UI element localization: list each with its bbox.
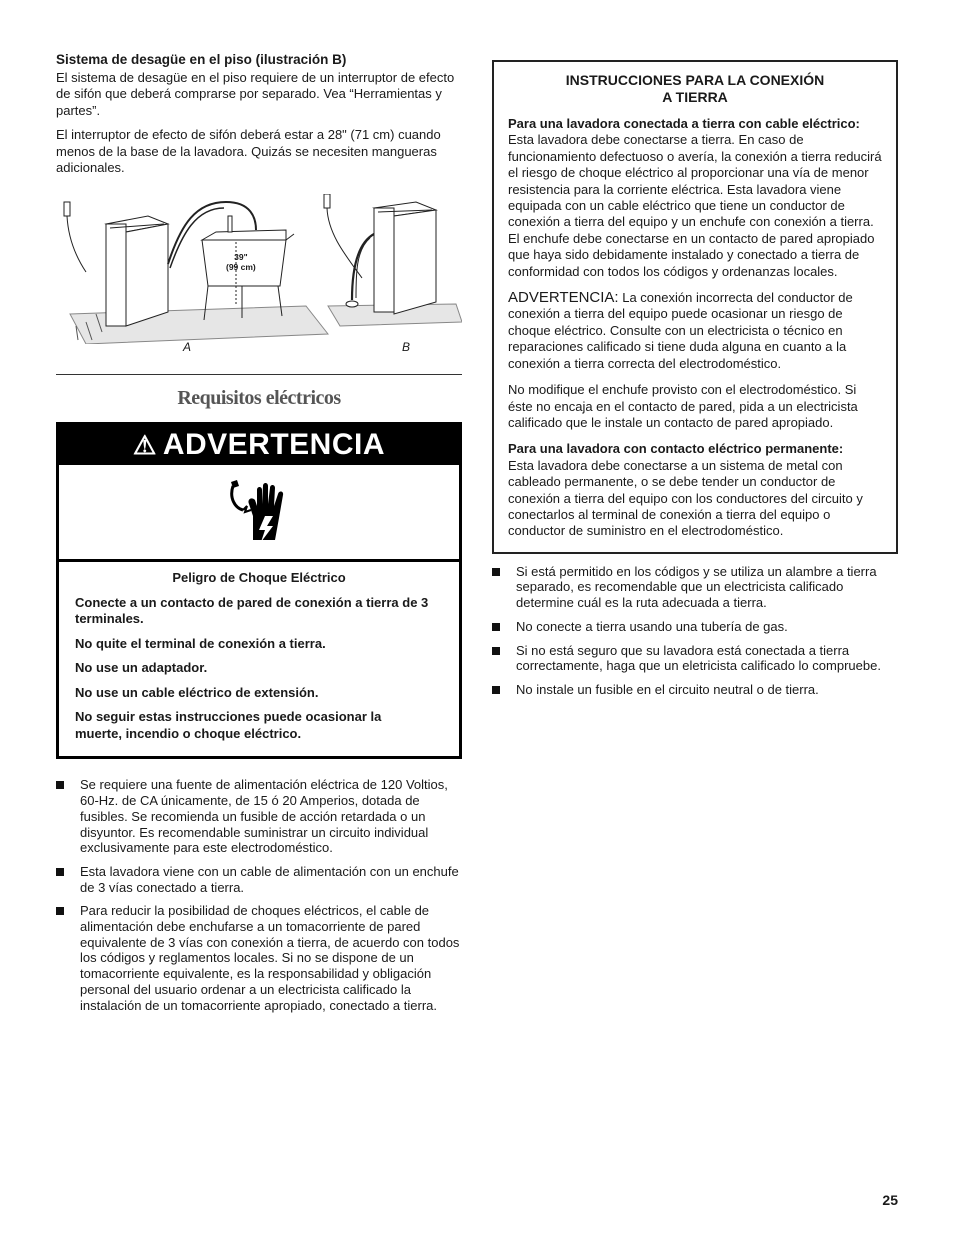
list-item — [56, 777, 462, 856]
bullet-square-icon — [492, 623, 500, 631]
illustration-a — [64, 202, 328, 344]
drain-paragraph-2: El interruptor de efecto de sifón deberá estar a 28" (71 cm) cuando menos de la base de la lavadora. Quizás se necesiten mangueras adicionales. — [56, 127, 441, 176]
washer-drain-diagram — [56, 194, 462, 344]
section-divider — [56, 374, 462, 375]
bullet-square-icon — [492, 686, 500, 694]
list-item-text: Esta lavadora viene con un cable de alimentación con un enchufe de 3 vías conectado a tierra. — [80, 863, 459, 895]
grounding-title-line1: INSTRUCCIONES PARA LA CONEXIÓN — [565, 72, 825, 88]
grounding-title-line2: A TIERRA — [662, 89, 728, 105]
warning-line: Conecte a un contacto de pared de conexión a tierra de 3 terminales. — [75, 594, 429, 627]
permanent-text: Esta lavadora debe conectarse a un sistema de metal con cableado permanente, o se debe tender un conductor de conexión a tierra del equipo con los conductores del circuito y conectarlos al terminal de conexión a tierra del equipo o conductor de suministro en el electrodoméstico. — [508, 457, 863, 539]
list-item — [492, 682, 898, 698]
warning-line: No use un adaptador. — [75, 660, 208, 676]
warning-header-text: ADVERTENCIA — [162, 428, 385, 462]
grounding-advertencia — [508, 290, 882, 372]
list-item — [56, 864, 462, 895]
list-item-text: Se requiere una fuente de alimentación eléctrica de 120 Voltios, 60-Hz. de CA únicamente, de 15 ó 20 Amperios, dotada de fusibles. Se recomienda un fusible de acción retardada o un disyuntor. Es recomendable suministrar un circuito individual exclusivamente para este electrodoméstico. — [80, 777, 448, 856]
list-item-text: Si no está seguro que su lavadora está conectada a tierra correctamente, haga que un eletricista calificado lo compruebe. — [516, 642, 881, 674]
dimension-inches: 39" — [234, 252, 248, 263]
drain-illustration — [56, 194, 462, 364]
permanent-heading: Para una lavadora con contacto eléctrico permanente: — [508, 441, 844, 457]
bullet-square-icon — [492, 568, 500, 576]
bullet-square-icon — [56, 781, 64, 789]
bullet-square-icon — [56, 868, 64, 876]
illustration-b — [324, 194, 462, 326]
warning-text — [59, 562, 459, 756]
dimension-label — [226, 252, 256, 272]
warning-box — [56, 422, 462, 759]
warning-title: Peligro de Choque Eléctrico — [172, 570, 346, 586]
figure-label-a: A — [183, 340, 192, 355]
warning-line: No seguir estas instrucciones puede ocasionar la muerte, incendio o choque eléctrico. — [75, 709, 382, 741]
grounding-title — [508, 72, 882, 106]
list-item — [492, 564, 898, 611]
page-number: 25 — [882, 1192, 898, 1208]
drain-paragraph-1: El sistema de desagüe en el piso requiere de un interruptor de efecto de sifón que deberá comprarse por separado. Vea “Herramientas y partes”. — [56, 70, 455, 118]
warning-icon-area — [59, 465, 459, 562]
figure-label-b: B — [402, 340, 411, 355]
warning-header — [59, 425, 459, 465]
modify-plug-text: No modifique el enchufe provisto con el electrodoméstico. Si éste no encaja en el contacto de pared, pida a un electricista calificado que le instale un contacto de pared apropiado. — [508, 382, 858, 430]
list-item-text: Para reducir la posibilidad de choques eléctricos, el cable de alimentación debe enchufarse a un tomacorriente de pared equivalente de 3 vías con conexión a tierra, de acuerdo con todos los códigos y reglamentos locales. Si no se dispone de un tomacorriente equivalente, es la responsabilidad y obligación personal del usuario ordenar a un electricista calificado la instalación de un tomacorriente apropiado, conectado a tierra. — [80, 903, 460, 1013]
advertencia-label: ADVERTENCIA: — [508, 289, 619, 307]
corded-text: Esta lavadora debe conectarse a tierra. En caso de funcionamiento defectuoso o avería, la conexión a tierra reducirá el riesgo de choque eléctrico al proporcionar una vía de menor resistencia para la corriente eléctrica. Esta lavadora viene equipada con un cable eléctrico que tiene un conductor de conexión a tierra del equipo y un enchufe con conexión a tierra. El enchufe debe conectarse en un contacto de pared apropiado que haya sido debidamente instalado y conectado a tierra de conformidad con todos los códigos y ordenanzas locales. — [508, 132, 882, 279]
list-item-text: Si está permitido en los códigos y se utiliza un alambre a tierra separado, es recomendable que un electricista calificado determine cuál es la ruta adecuada a tierra. — [516, 563, 877, 611]
grounding-notes-list — [492, 564, 898, 698]
warning-line: No use un cable eléctrico de extensión. — [75, 684, 319, 700]
list-item — [56, 903, 462, 1013]
corded-heading: Para una lavadora conectada a tierra con cable eléctrico: — [508, 116, 860, 131]
list-item — [492, 643, 898, 674]
drain-heading: Sistema de desagüe en el piso (ilustración B) — [56, 52, 347, 67]
advertencia-text: La conexión incorrecta del conductor de conexión a tierra del equipo puede ocasionar un riesgo de choque eléctrico. Consulte con un electricista o técnico en reparaciones calificado si tiene duda alguna en cuanto a la conexión a tierra correcta del electrodoméstico. — [508, 290, 853, 371]
bullet-square-icon — [492, 647, 500, 655]
section-title: Requisitos eléctricos — [177, 387, 341, 410]
bullet-square-icon — [56, 907, 64, 915]
warning-line: No quite el terminal de conexión a tierra. — [75, 635, 326, 651]
list-item — [492, 619, 898, 635]
list-item-text: No conecte a tierra usando una tubería de gas. — [516, 618, 788, 634]
right-column — [492, 60, 898, 706]
electrical-requirements-list — [56, 777, 462, 1013]
grounding-instructions-box — [492, 60, 898, 554]
electric-shock-hand-icon — [227, 476, 291, 548]
left-column — [56, 52, 462, 1021]
list-item-text: No instale un fusible en el circuito neutral o de tierra. — [516, 681, 819, 697]
dimension-cm: (99 cm) — [226, 262, 256, 273]
warning-triangle-icon: ⚠ — [133, 429, 157, 460]
